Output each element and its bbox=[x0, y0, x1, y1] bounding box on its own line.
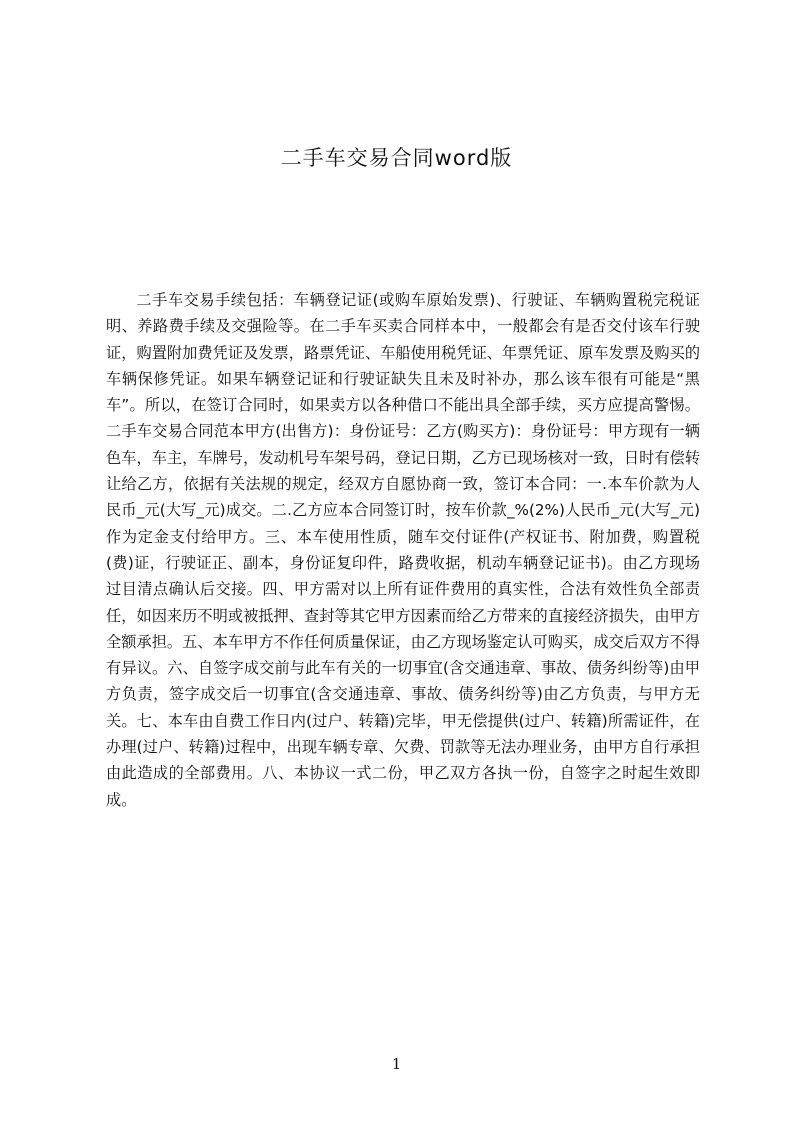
contract-body-paragraph: 二手车交易手续包括：车辆登记证(或购车原始发票)、行驶证、车辆购置税完税证明、养路费手续及交强险等。在二手车买卖合同样本中，一般都会有是否交付该车行驶证，购置附加费凭证及发票，路票凭证、车船使用税凭证、年票凭证、原车发票及购买的车辆保修凭证。如果车辆登记证和行驶证缺失且未及时补办，那么该车很有可能是“黑车”。所以，在签订合同时，如果卖方以各种借口不能出具全部手续，买方应提高警惕。二手车交易合同范本甲方(出售方)：身份证号：乙方(购买方)：身份证号：甲方现有一辆色车，车主，车牌号，发动机号车架号码，登记日期，乙方已现场核对一致，日时有偿转让给乙方，依据有关法规的规定，经双方自愿协商一致，签订本合同：一.本车价款为人民币_元(大写_元)成交。二.乙方应本合同签订时，按车价款_%(2%)人民币_元(大写_元)作为定金支付给甲方。三、本车使用性质，随车交付证件(产权证书、附加费，购置税(费)证，行驶证正、副本，身份证复印件，路费收据，机动车辆登记证书)。由乙方现场过目清点确认后交接。四、甲方需对以上所有证件费用的真实性，合法有效性负全部责任，如因来历不明或被抵押、查封等其它甲方因素而给乙方带来的直接经济损失，由甲方全额承担。五、本车甲方不作任何质量保证，由乙方现场鉴定认可购买，成交后双方不得有异议。六、自签字成交前与此车有关的一切事宜(含交通违章、事故、债务纠纷等)由甲方负责，签字成交后一切事宜(含交通违章、事故、债务纠纷等)由乙方负责，与甲方无关。七、本车由自费工作日内(过户、转籍)完毕，甲无偿提供(过户、转籍)所需证件，在办理(过户、转籍)过程中，出现车辆专章、欠费、罚款等无法办理业务，由甲方自行承担由此造成的全部费用。八、本协议一式二份，甲乙双方各执一份，自签字之时起生效即成。 bbox=[106, 291, 700, 809]
document-title: 二手车交易合同word版 bbox=[280, 146, 513, 170]
page-number: 1 bbox=[391, 1055, 402, 1073]
